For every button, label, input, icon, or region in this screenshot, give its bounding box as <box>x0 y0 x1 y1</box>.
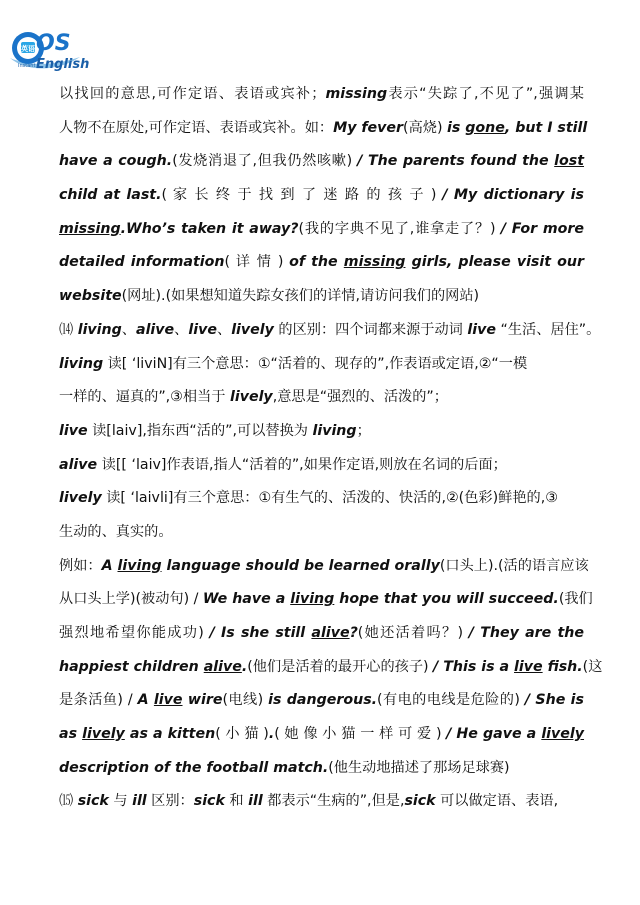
text-run: alive <box>311 625 350 641</box>
text-run: child at last. <box>59 187 162 204</box>
text-run: 、 <box>121 321 136 338</box>
text-run: lively <box>541 726 585 743</box>
text-run: . <box>241 658 248 675</box>
text-run: (她还活着吗？) <box>357 625 469 641</box>
svg-text:OS: OS <box>36 31 71 56</box>
text-run: lively <box>59 490 102 507</box>
text-run: wire <box>182 692 223 709</box>
text-run: missing <box>325 86 388 102</box>
text-run: ? <box>349 625 358 641</box>
text-run: alive <box>59 456 98 473</box>
svg-text:English: English <box>36 57 90 72</box>
svg-text:英语: 英语 <box>21 45 35 53</box>
text-run: sick <box>77 793 109 810</box>
text-run: (有电的电线是危险的) <box>377 692 525 709</box>
text-run: ( 小 猫 ) <box>215 726 269 743</box>
text-line <box>59 246 584 280</box>
text-run: (他们是活着的最开心的孩子) <box>247 658 434 675</box>
text-run: as a kitten <box>124 726 216 743</box>
text-run: lively <box>82 726 125 743</box>
text-line <box>59 785 584 819</box>
text-run: ； <box>356 422 371 439</box>
text-run: have a cough. <box>59 153 173 170</box>
text-run: 是条活鱼) / <box>59 692 138 709</box>
text-run: living <box>312 422 357 439</box>
text-run: 可以做定语、表语, <box>435 793 559 810</box>
text-run: 的区别：四个词都来源于动词 <box>273 321 468 338</box>
text-run: / They are the <box>468 625 584 641</box>
text-run: ( 家 长 终 于 找 到 了 迷 路 的 孩 子 ) <box>161 187 443 204</box>
text-run: 一样的、逼真的”,③相当于 <box>59 389 230 406</box>
text-run: sick <box>193 793 225 810</box>
text-run: fish. <box>542 658 583 675</box>
text-run: / He gave a <box>446 726 542 743</box>
text-run: lost <box>554 153 585 170</box>
text-run: living <box>59 355 104 372</box>
text-run: (我的字典不见了,谁拿走了？) <box>298 220 501 237</box>
text-run: My fever <box>333 119 404 136</box>
text-line <box>59 617 584 651</box>
svg-text:Instant: Instant <box>18 63 36 69</box>
text-line <box>59 348 584 382</box>
text-run: / Is she still <box>209 625 312 641</box>
text-run: . <box>268 726 275 743</box>
text-run: of the <box>289 254 344 271</box>
text-run: / The parents found the <box>357 153 555 170</box>
text-run: 人物不在原处,可作定语、表语或宾补。如： <box>59 119 334 136</box>
text-line <box>59 213 584 247</box>
text-run: ill <box>132 793 147 810</box>
text-run: is <box>447 119 466 136</box>
text-line <box>59 280 584 314</box>
text-run: (口头上).(活的语言应该 <box>439 557 589 574</box>
text-run: lively <box>231 321 274 338</box>
instant-english-logo <box>6 24 98 76</box>
text-run: 表示“失踪了,不见了”,强调某 <box>387 86 584 102</box>
text-line <box>59 718 584 752</box>
text-run: sick <box>404 793 436 810</box>
text-run: living <box>117 557 162 574</box>
text-run: 以找回的意思,可作定语、表语或宾补； <box>59 86 326 102</box>
text-run: live <box>467 321 496 338</box>
text-run: (网址).(如果想知道失踪女孩们的详情,请访问我们的网站) <box>121 288 480 305</box>
text-run: missing <box>59 220 121 237</box>
text-line <box>59 145 584 179</box>
text-run: 区别： <box>146 793 194 810</box>
text-run: description of the football match. <box>59 759 329 776</box>
text-run: 读[[ ‘laiv]作表语,指人“活着的”,如果作定语,则放在名词的后面； <box>97 456 507 473</box>
text-run: (这 <box>582 658 603 675</box>
text-run: living <box>290 591 335 608</box>
text-line <box>59 415 584 449</box>
text-run: 从口头上学)(被动句) / <box>59 591 203 608</box>
text-line <box>59 449 584 483</box>
text-run: (发烧消退了,但我仍然咳嗽) <box>172 153 358 170</box>
text-line <box>59 482 584 516</box>
text-line <box>59 583 593 617</box>
text-run: ⒁ <box>59 321 78 338</box>
text-run: alive <box>203 658 242 675</box>
text-run: (我们 <box>558 591 593 608</box>
text-run: live <box>188 321 217 338</box>
text-run: A <box>101 557 118 574</box>
text-run: ( 她 像 小 猫 一 样 可 爱 ) <box>274 726 447 743</box>
text-run: 读[laiv],指东西“活的”,可以替换为 <box>87 422 313 439</box>
text-run: .Who’s taken it away? <box>120 220 299 237</box>
text-line <box>59 684 584 718</box>
text-run: (他生动地描述了那场足球赛) <box>328 759 510 776</box>
text-line <box>59 651 603 685</box>
text-run: We have a <box>202 591 291 608</box>
text-run: A <box>137 692 154 709</box>
text-line <box>59 550 589 584</box>
text-run: live <box>153 692 183 709</box>
text-run: (电线) <box>222 692 269 709</box>
text-run: living <box>77 321 122 338</box>
text-run: as <box>59 726 83 743</box>
text-run: / She is <box>524 692 584 709</box>
text-run: language should be learned orally <box>161 557 440 574</box>
text-run: 、 <box>216 321 232 338</box>
text-run: 和 <box>224 793 249 810</box>
text-line <box>59 179 584 213</box>
text-line <box>59 78 584 112</box>
document-body <box>59 78 603 819</box>
text-run: gone <box>465 119 505 136</box>
text-run: 例如： <box>59 557 102 574</box>
text-line <box>59 752 584 786</box>
text-run: , but I still <box>504 119 588 136</box>
text-run: 与 <box>108 793 133 810</box>
text-line <box>59 314 601 348</box>
text-run: / For more <box>500 220 584 237</box>
text-run: website <box>59 288 122 305</box>
text-run: 读[ ‘laivli]有三个意思：①有生气的、活泼的、快活的,②(色彩)鲜艳的,③ <box>101 490 558 507</box>
text-run: hope that you will succeed. <box>334 591 559 608</box>
text-run: 都表示“生病的”,但是, <box>262 793 405 810</box>
text-line <box>59 516 584 550</box>
text-run: “生活、居住”。 <box>495 321 601 338</box>
text-run: / My dictionary is <box>442 187 584 204</box>
text-line <box>59 112 588 146</box>
text-run: missing <box>343 254 406 271</box>
text-run: is dangerous. <box>268 692 378 709</box>
text-run: 、 <box>174 321 189 338</box>
text-run: happiest children <box>59 658 204 675</box>
text-run: alive <box>136 321 175 338</box>
text-run: ⒂ <box>59 793 78 810</box>
text-run: / This is a <box>433 658 515 675</box>
text-run: live <box>514 658 543 675</box>
text-run: 读[ ‘liviN]有三个意思：①“活着的、现存的”,作表语或定语,②“一模 <box>103 355 528 372</box>
text-run: (高烧) <box>403 119 448 136</box>
text-run: lively <box>229 389 273 406</box>
text-run: detailed information <box>59 254 225 271</box>
text-line <box>59 381 584 415</box>
text-run: 强烈地希望你能成功) <box>59 625 210 641</box>
text-run: ( 详 情 ) <box>224 254 290 271</box>
text-run: girls, please visit our <box>405 254 584 271</box>
text-run: ill <box>248 793 263 810</box>
text-run: ,意思是“强烈的、活泼的”； <box>272 389 448 406</box>
text-run: live <box>59 422 88 439</box>
text-run: 生动的、真实的。 <box>59 523 173 540</box>
